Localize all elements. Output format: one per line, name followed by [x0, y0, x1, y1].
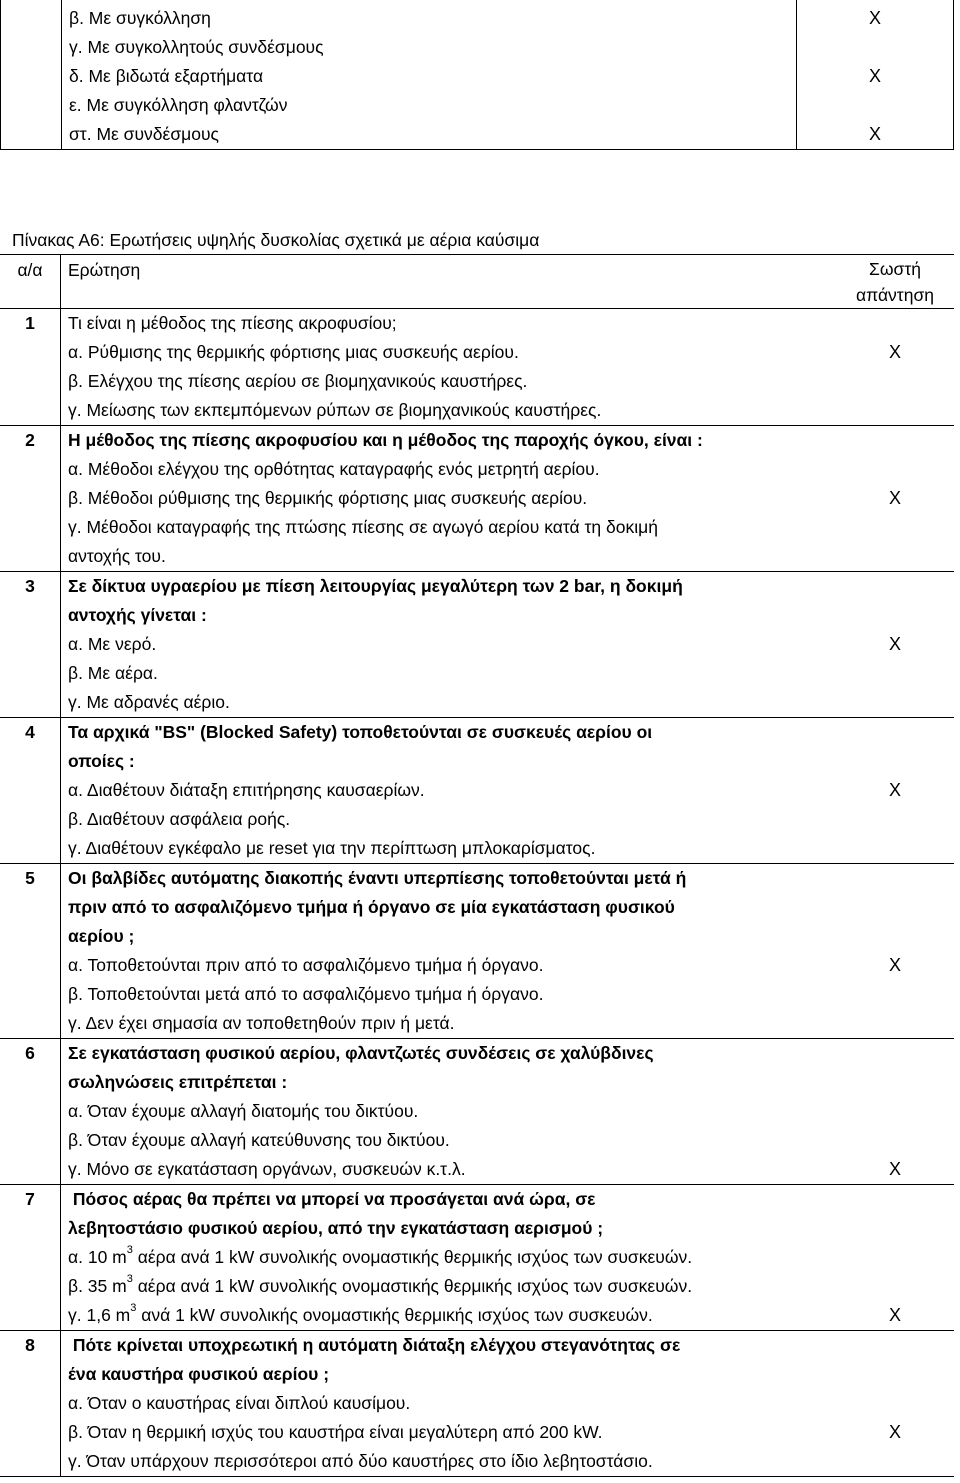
header-question: Ερώτηση	[68, 260, 141, 280]
question-row	[0, 572, 954, 718]
answer-spacer	[836, 1214, 954, 1243]
question-row	[0, 426, 954, 572]
answer-cell	[836, 718, 954, 864]
fragment-option-3: δ. Με βιδωτά εξαρτήματα	[69, 66, 264, 86]
question-text-line: Σε δίκτυα υγραερίου με πίεση λειτουργίας μεγαλύτερη των 2 bar, η δοκιμή	[68, 576, 683, 596]
answer-option: β. Ελέγχου της πίεσης αερίου σε βιομηχανικούς καυστήρες.	[68, 371, 528, 391]
correct-answer-mark	[836, 834, 954, 863]
correct-answer-mark: X	[888, 1305, 901, 1325]
fragment-option-2: γ. Με συγκολλητούς συνδέσμους	[69, 37, 324, 57]
answer-spacer	[836, 426, 954, 455]
question-row	[0, 1039, 954, 1185]
answer-option: β. Μέθοδοι ρύθμισης της θερμικής φόρτισης μιας συσκευής αερίου.	[68, 488, 588, 508]
answer-option	[68, 1243, 836, 1272]
answer-cell	[836, 309, 954, 426]
question-text-line: Σε εγκατάσταση φυσικού αερίου, φλαντζωτές συνδέσεις σε χαλύβδινες	[68, 1043, 654, 1063]
answer-option: β. Τοποθετούνται μετά από το ασφαλιζόμενο τμήμα ή όργανο.	[68, 984, 544, 1004]
correct-answer-mark	[836, 1009, 954, 1038]
answer-cell	[836, 1039, 954, 1185]
question-text-cell	[61, 1039, 837, 1185]
question-number: 5	[25, 868, 35, 888]
correct-answer-mark	[836, 1126, 954, 1155]
answer-spacer	[836, 309, 954, 338]
answer-option: γ. Με αδρανές αέριο.	[68, 692, 230, 712]
correct-answer-mark: X	[888, 488, 901, 508]
question-number-cell	[0, 864, 61, 1039]
fragment-answer-3: X	[868, 66, 881, 86]
fragment-number-cell	[1, 0, 62, 150]
answer-option: γ. Μείωσης των εκπεμπόμενων ρύπων σε βιομηχανικούς καυστήρες.	[68, 400, 602, 420]
question-number-cell	[0, 572, 61, 718]
answer-option: β. Διαθέτουν ασφάλεια ροής.	[68, 809, 291, 829]
answer-option: β. Με αέρα.	[68, 663, 158, 683]
superscript: 3	[126, 1273, 133, 1285]
correct-answer-mark	[836, 1243, 954, 1272]
answer-spacer	[836, 1185, 954, 1214]
question-row	[0, 1331, 954, 1477]
question-text-line: Τι είναι η μέθοδος της πίεσης ακροφυσίου;	[68, 313, 397, 333]
header-number: α/α	[17, 260, 43, 280]
correct-answer-mark	[836, 688, 954, 717]
option-text-start: β. 35 m	[68, 1276, 127, 1296]
fragment-option-1: β. Με συγκόλληση	[69, 8, 211, 28]
answer-option	[68, 1301, 836, 1330]
question-text-line: Η μέθοδος της πίεσης ακροφυσίου και η μέθοδος της παροχής όγκου, είναι :	[68, 430, 703, 450]
question-number-cell	[0, 309, 61, 426]
correct-answer-mark	[836, 367, 954, 396]
question-text-line: πριν από το ασφαλιζόμενο τμήμα ή όργανο σε μία εγκατάσταση φυσικού	[68, 897, 675, 917]
correct-answer-mark: X	[888, 780, 901, 800]
answer-option	[68, 1272, 836, 1301]
answer-spacer	[836, 1068, 954, 1097]
previous-table-fragment	[0, 0, 954, 150]
question-number: 8	[25, 1335, 35, 1355]
question-text-line: Πότε κρίνεται υποχρεωτική η αυτόματη διάταξη ελέγχου στεγανότητας σε	[68, 1335, 681, 1355]
fragment-answer-cell	[797, 0, 954, 150]
superscript: 3	[130, 1302, 137, 1314]
answer-spacer	[836, 922, 954, 951]
fragment-answer-5: X	[868, 124, 881, 144]
answer-spacer	[836, 864, 954, 893]
correct-answer-mark	[836, 1097, 954, 1126]
question-text-cell	[61, 309, 837, 426]
header-row	[0, 255, 954, 309]
question-text-line: αντοχής γίνεται :	[68, 605, 207, 625]
answer-cell	[836, 864, 954, 1039]
answer-option: γ. Διαθέτουν εγκέφαλο με reset για την περίπτωση μπλοκαρίσματος.	[68, 838, 596, 858]
question-text-cell	[61, 572, 837, 718]
answer-spacer	[836, 1360, 954, 1389]
answer-spacer	[836, 747, 954, 776]
correct-answer-mark	[836, 396, 954, 425]
question-text-line: Οι βαλβίδες αυτόματης διακοπής έναντι υπερπίεσης τοποθετούνται μετά ή	[68, 868, 687, 888]
question-number: 4	[25, 722, 35, 742]
header-answer-line1: Σωστή	[869, 259, 921, 279]
question-number: 6	[25, 1043, 35, 1063]
correct-answer-mark	[836, 659, 954, 688]
answer-option: α. Διαθέτουν διάταξη επιτήρησης καυσαερίων.	[68, 780, 425, 800]
answer-option: αντοχής του.	[68, 546, 166, 566]
question-number-cell	[0, 1039, 61, 1185]
answer-option: γ. Όταν υπάρχουν περισσότεροι από δύο καυστήρες στο ίδιο λεβητοστάσιο.	[68, 1451, 653, 1471]
fragment-option-5: στ. Με συνδέσμους	[69, 124, 219, 144]
answer-option: α. Μέθοδοι ελέγχου της ορθότητας καταγραφής ενός μετρητή αερίου.	[68, 459, 600, 479]
answer-option: α. Όταν ο καυστήρας είναι διπλού καυσίμου.	[68, 1393, 411, 1413]
answer-option: β. Όταν έχουμε αλλαγή κατεύθυνσης του δικτύου.	[68, 1130, 450, 1150]
table-caption: Πίνακας Α6: Ερωτήσεις υψηλής δυσκολίας σχετικά με αέρια καύσιμα	[12, 230, 540, 250]
answer-cell	[836, 1331, 954, 1477]
answer-spacer	[836, 893, 954, 922]
question-number-cell	[0, 718, 61, 864]
question-number: 1	[25, 313, 35, 333]
answer-spacer	[836, 572, 954, 601]
fragment-question-cell	[62, 0, 797, 150]
question-number-cell	[0, 1331, 61, 1477]
answer-option: α. Με νερό.	[68, 634, 157, 654]
fragment-answer-2	[797, 33, 953, 62]
answer-spacer	[836, 601, 954, 630]
option-text-start: α. 10 m	[68, 1247, 127, 1267]
correct-answer-mark	[836, 805, 954, 834]
header-answer-line2: απάντηση	[856, 285, 934, 305]
answer-spacer	[836, 1331, 954, 1360]
answer-option: γ. Δεν έχει σημασία αν τοποθετηθούν πριν ή μετά.	[68, 1013, 455, 1033]
correct-answer-mark: X	[888, 634, 901, 654]
question-text-cell	[61, 864, 837, 1039]
answer-option: γ. Μόνο σε εγκατάσταση οργάνων, συσκευών κ.τ.λ.	[68, 1159, 466, 1179]
question-number: 2	[25, 430, 35, 450]
correct-answer-mark: X	[888, 955, 901, 975]
question-text-line: Τα αρχικά "BS" (Blocked Safety) τοποθετούνται σε συσκευές αερίου οι	[68, 722, 653, 742]
question-row	[0, 718, 954, 864]
question-text-line: Πόσος αέρας θα πρέπει να μπορεί να προσάγεται ανά ώρα, σε	[68, 1189, 596, 1209]
correct-answer-mark	[836, 542, 954, 571]
option-text-end: ανά 1 kW συνολικής ονομαστικής θερμικής ισχύος των συσκευών.	[136, 1305, 653, 1325]
answer-spacer	[836, 1039, 954, 1068]
option-text-start: γ. 1,6 m	[68, 1305, 131, 1325]
answer-cell	[836, 1185, 954, 1331]
correct-answer-mark	[836, 1389, 954, 1418]
correct-answer-mark	[836, 455, 954, 484]
answer-cell	[836, 572, 954, 718]
fragment-answer-1: X	[868, 8, 881, 28]
option-text-end: αέρα ανά 1 kW συνολικής ονομαστικής θερμικής ισχύος των συσκευών.	[132, 1276, 693, 1296]
question-text-cell	[61, 718, 837, 864]
header-question-cell	[61, 255, 837, 309]
answer-option: β. Όταν η θερμική ισχύς του καυστήρα είναι μεγαλύτερη από 200 kW.	[68, 1422, 603, 1442]
answer-option: α. Τοποθετούνται πριν από το ασφαλιζόμενο τμήμα ή όργανο.	[68, 955, 544, 975]
question-text-line: οποίες :	[68, 751, 135, 771]
question-text-cell	[61, 426, 837, 572]
questions-table	[0, 254, 954, 1477]
question-text-line: λεβητοστάσιο φυσικού αερίου, από την εγκατάσταση αερισμού ;	[68, 1218, 604, 1238]
correct-answer-mark: X	[888, 1159, 901, 1179]
question-text-line: σωληνώσεις επιτρέπεται :	[68, 1072, 288, 1092]
correct-answer-mark	[836, 980, 954, 1009]
header-number-cell	[0, 255, 61, 309]
fragment-option-4: ε. Με συγκόλληση φλαντζών	[69, 95, 288, 115]
fragment-answer-4	[797, 91, 953, 120]
answer-option: α. Ρύθμισης της θερμικής φόρτισης μιας συσκευής αερίου.	[68, 342, 519, 362]
question-number-cell	[0, 1185, 61, 1331]
correct-answer-mark: X	[888, 1422, 901, 1442]
superscript: 3	[126, 1244, 133, 1256]
correct-answer-mark: X	[888, 342, 901, 362]
answer-spacer	[836, 718, 954, 747]
header-answer-cell	[836, 255, 954, 309]
question-number: 7	[25, 1189, 35, 1209]
answer-cell	[836, 426, 954, 572]
correct-answer-mark	[836, 513, 954, 542]
question-text-line: ένα καυστήρα φυσικού αερίου ;	[68, 1364, 330, 1384]
correct-answer-mark	[836, 1272, 954, 1301]
answer-option: γ. Μέθοδοι καταγραφής της πτώσης πίεσης σε αγωγό αερίου κατά τη δοκιμή	[68, 517, 658, 537]
question-row	[0, 1185, 954, 1331]
question-number: 3	[25, 576, 35, 596]
question-row	[0, 864, 954, 1039]
question-number-cell	[0, 426, 61, 572]
question-row	[0, 309, 954, 426]
answer-option: α. Όταν έχουμε αλλαγή διατομής του δικτύου.	[68, 1101, 419, 1121]
question-text-cell	[61, 1331, 837, 1477]
question-text-cell	[61, 1185, 837, 1331]
correct-answer-mark	[836, 1447, 954, 1476]
question-text-line: αερίου ;	[68, 926, 135, 946]
option-text-end: αέρα ανά 1 kW συνολικής ονομαστικής θερμικής ισχύος των συσκευών.	[132, 1247, 693, 1267]
